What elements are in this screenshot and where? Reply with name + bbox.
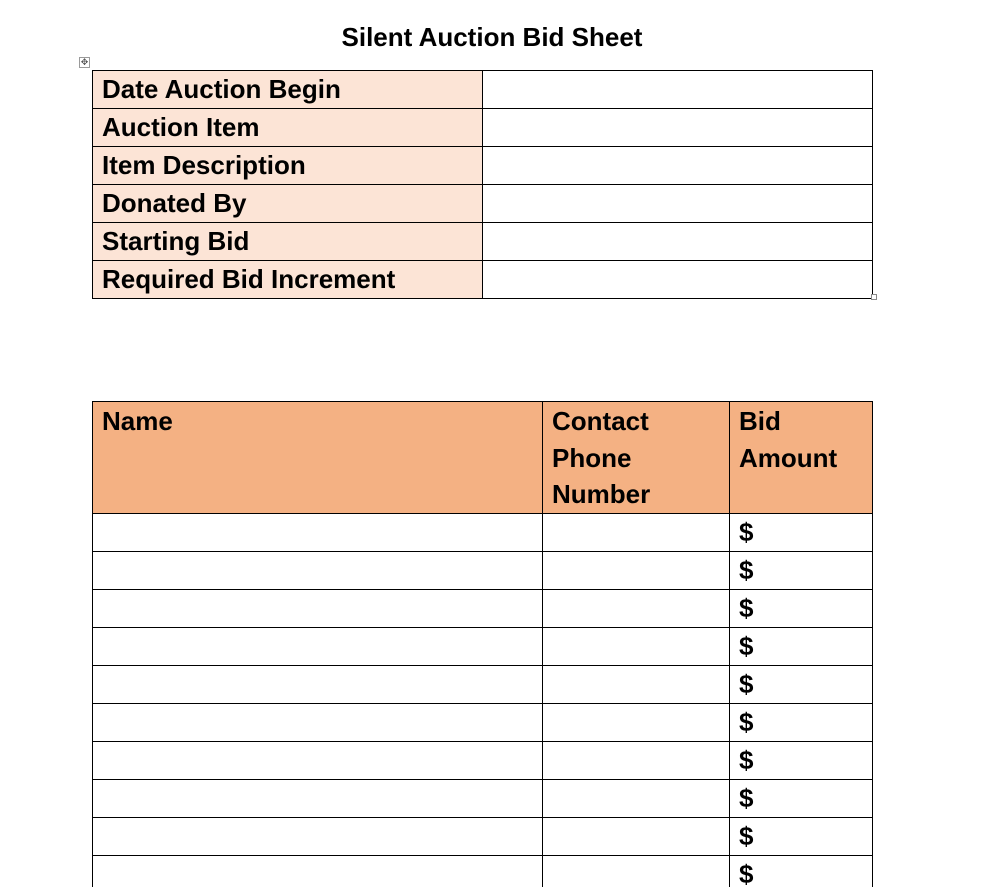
table-row [93,628,873,666]
header-name-label: Name [102,406,173,436]
bidder-name-cell[interactable] [93,780,543,818]
auction-info-table [92,70,873,299]
bid-amount-cell[interactable]: $ [730,856,873,887]
header-phone-line: Contact [552,406,649,436]
info-value-cell[interactable] [483,109,873,147]
bid-amount-cell[interactable]: $ [730,742,873,780]
bidder-phone-cell[interactable] [543,666,730,704]
bidder-name-cell[interactable] [93,818,543,856]
bidder-phone-cell[interactable] [543,552,730,590]
table-row [93,552,873,590]
bid-amount-cell[interactable]: $ [730,628,873,666]
bid-amount-cell[interactable]: $ [730,666,873,704]
bid-table-header-row [93,402,873,514]
bidder-name-cell[interactable] [93,742,543,780]
info-row [93,185,873,223]
header-amount-line: Bid [739,406,781,436]
bid-amount-cell[interactable]: $ [730,514,873,552]
bidder-name-cell[interactable] [93,514,543,552]
bid-amount-cell[interactable]: $ [730,704,873,742]
table-row [93,780,873,818]
info-label: Date Auction Begin [93,71,483,109]
bidder-name-cell[interactable] [93,552,543,590]
info-label: Starting Bid [93,223,483,261]
info-row [93,71,873,109]
table-row [93,704,873,742]
bidder-phone-cell[interactable] [543,590,730,628]
table-row [93,666,873,704]
bid-amount-cell[interactable]: $ [730,818,873,856]
info-label: Donated By [93,185,483,223]
table-row [93,590,873,628]
info-label: Auction Item [93,109,483,147]
header-phone-line: Phone [552,442,632,473]
info-value-cell[interactable] [483,223,873,261]
bidder-phone-cell[interactable] [543,704,730,742]
bidder-phone-cell[interactable] [543,856,730,887]
bidder-phone-cell[interactable] [543,742,730,780]
table-move-handle-icon[interactable]: ✥ [80,57,89,67]
info-row [93,147,873,185]
bidder-name-cell[interactable] [93,704,543,742]
bidder-phone-cell[interactable] [543,818,730,856]
bid-amount-cell[interactable]: $ [730,780,873,818]
bidder-name-cell[interactable] [93,590,543,628]
bidder-name-cell[interactable] [93,856,543,887]
info-label: Item Description [93,147,483,185]
table-row [93,818,873,856]
info-label: Required Bid Increment [93,261,483,299]
header-bid-amount [730,402,873,514]
header-phone-line: Number [552,479,651,509]
info-value-cell[interactable] [483,71,873,109]
table-resize-handle-icon[interactable] [871,294,877,300]
info-row [93,261,873,299]
info-value-cell[interactable] [483,261,873,299]
bidder-phone-cell[interactable] [543,780,730,818]
bidder-phone-cell[interactable] [543,628,730,666]
table-row [93,514,873,552]
header-name [93,402,543,514]
table-row [93,742,873,780]
header-amount-line: Amount [739,442,838,473]
info-row [93,109,873,147]
info-value-cell[interactable] [483,185,873,223]
bid-amount-cell[interactable]: $ [730,590,873,628]
document-title: Silent Auction Bid Sheet [341,22,643,52]
bid-amount-cell[interactable]: $ [730,552,873,590]
info-row [93,223,873,261]
header-contact-phone [543,402,730,514]
info-value-cell[interactable] [483,147,873,185]
bidder-name-cell[interactable] [93,628,543,666]
bidder-phone-cell[interactable] [543,514,730,552]
bid-table [92,401,873,887]
table-row [93,856,873,887]
bidder-name-cell[interactable] [93,666,543,704]
